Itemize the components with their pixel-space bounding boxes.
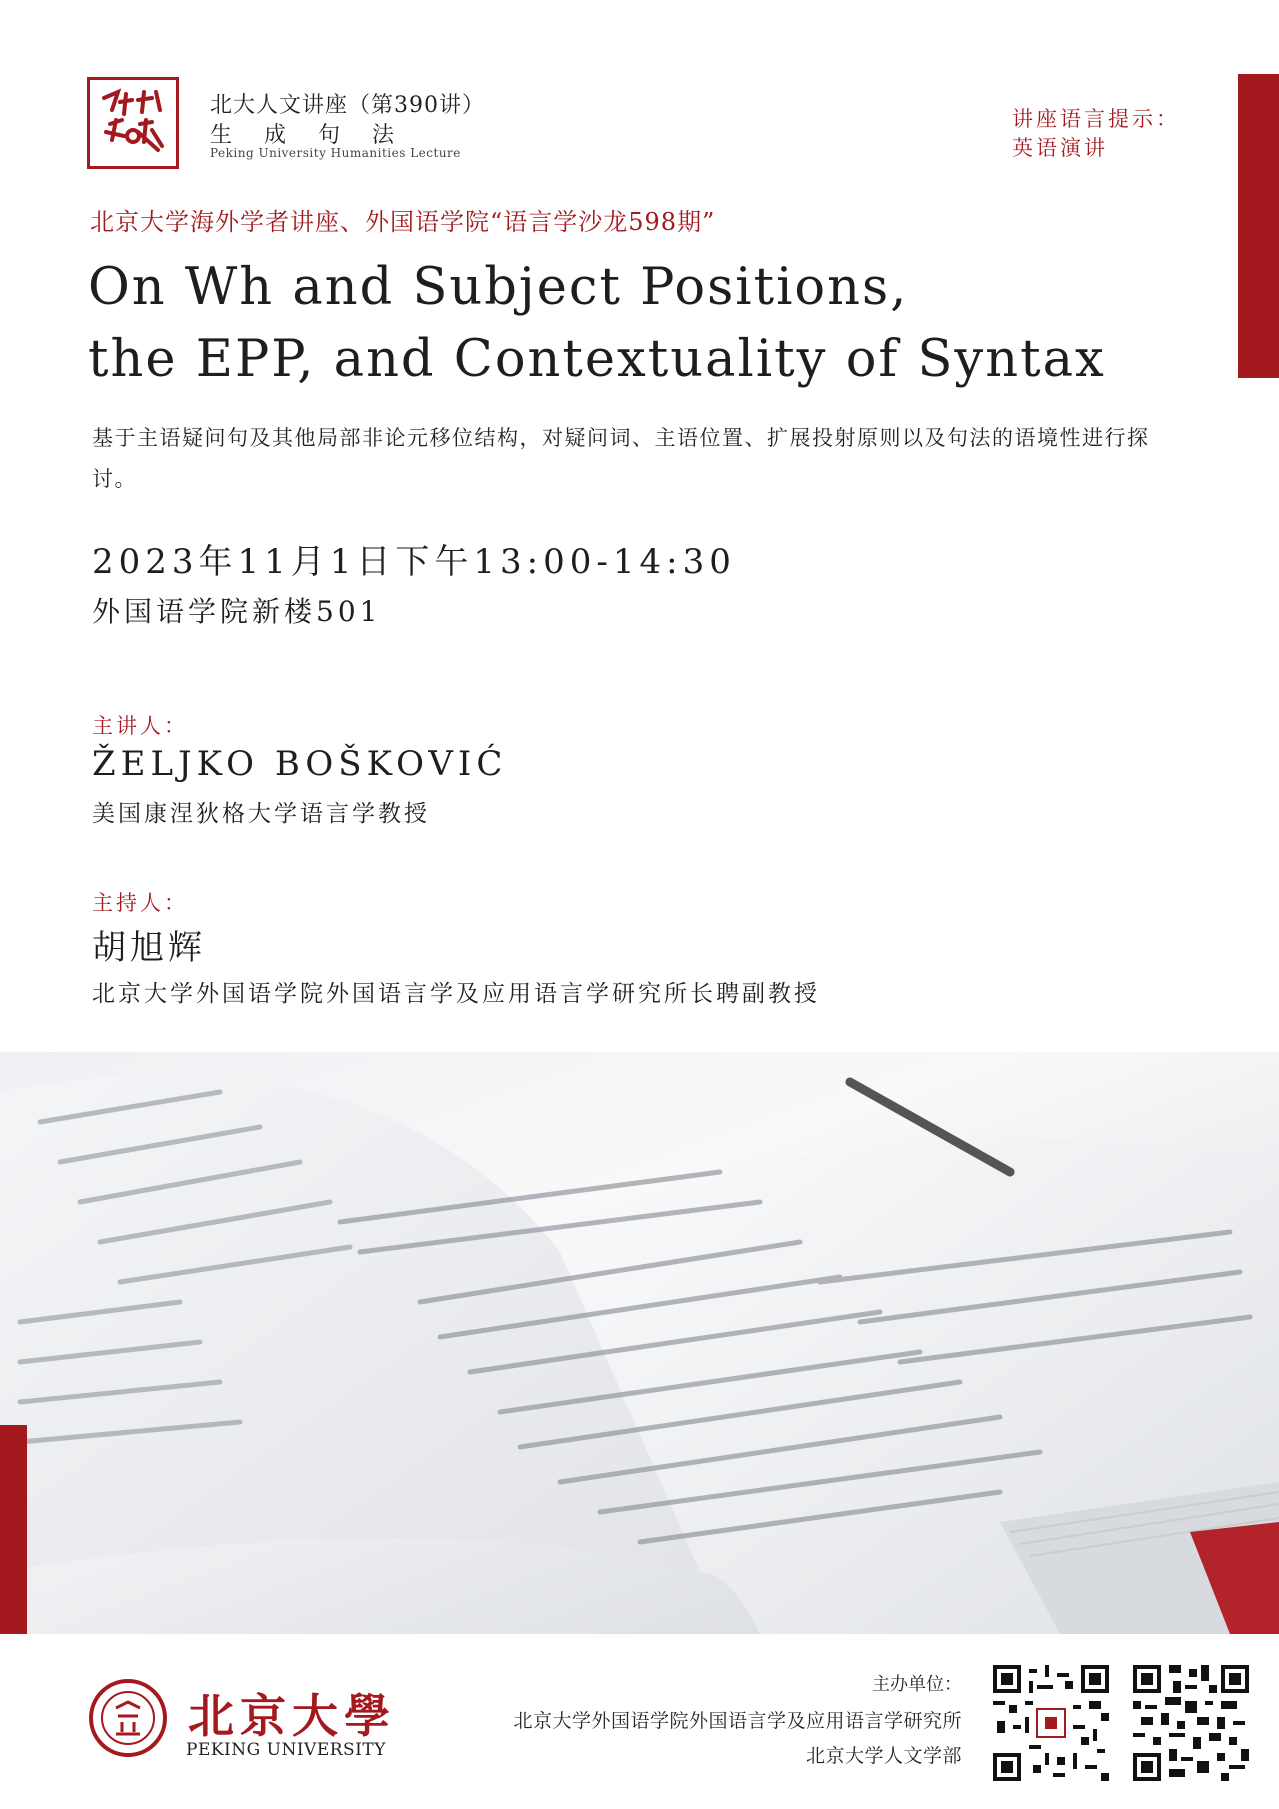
open-book-illustration — [0, 1052, 1279, 1634]
event-title-line2: the EPP, and Contextuality of Syntax — [88, 330, 1106, 389]
right-accent-bar — [1238, 74, 1279, 378]
event-datetime: 2023年11月1日下午13:00-14:30 — [92, 542, 736, 582]
qr-code-icon[interactable] — [993, 1665, 1109, 1781]
humanities-lecture-logo — [87, 77, 179, 169]
organizer-2: 北京大学人文学部 — [805, 1745, 962, 1767]
host-name: 胡旭辉 — [92, 928, 206, 968]
humanities-logo-icon — [90, 80, 176, 166]
peking-university-seal-icon — [88, 1678, 168, 1758]
speaker-label: 主讲人： — [92, 714, 188, 738]
speaker-name: ŽELJKO BOŠKOVIĆ — [92, 744, 508, 784]
language-label: 讲座语言提示： — [1012, 107, 1180, 131]
language-value: 英语演讲 — [1012, 136, 1108, 160]
open-book-photo — [0, 1052, 1279, 1634]
pku-name-chinese: 北京大學 — [188, 1689, 396, 1743]
series-title: 北大人文讲座（第390讲） — [210, 93, 485, 118]
speaker-affiliation: 美国康涅狄格大学语言学教授 — [92, 801, 430, 827]
event-summary: 基于主语疑问句及其他局部非论元移位结构，对疑问词、主语位置、扩展投射原则以及句法的语境性进行探讨。 — [92, 426, 1150, 491]
series-english-name: Peking University Humanities Lecture — [210, 146, 461, 160]
event-subtitle: 北京大学海外学者讲座、外国语学院“语言学沙龙598期” — [90, 208, 716, 236]
event-venue: 外国语学院新楼501 — [92, 595, 382, 628]
organizer-1: 北京大学外国语学院外国语言学及应用语言学研究所 — [513, 1710, 962, 1732]
pku-name-english: PEKING UNIVERSITY — [186, 1740, 386, 1760]
event-title-line1: On Wh and Subject Positions, — [88, 258, 909, 317]
qr-code-icon[interactable] — [1133, 1665, 1249, 1781]
series-subtitle: 生成句法 — [210, 123, 427, 148]
event-title — [88, 252, 1106, 396]
organizer-label: 主办单位： — [872, 1674, 962, 1695]
host-label: 主持人： — [92, 891, 188, 915]
host-affiliation: 北京大学外国语学院外国语言学及应用语言学研究所长聘副教授 — [92, 981, 820, 1007]
